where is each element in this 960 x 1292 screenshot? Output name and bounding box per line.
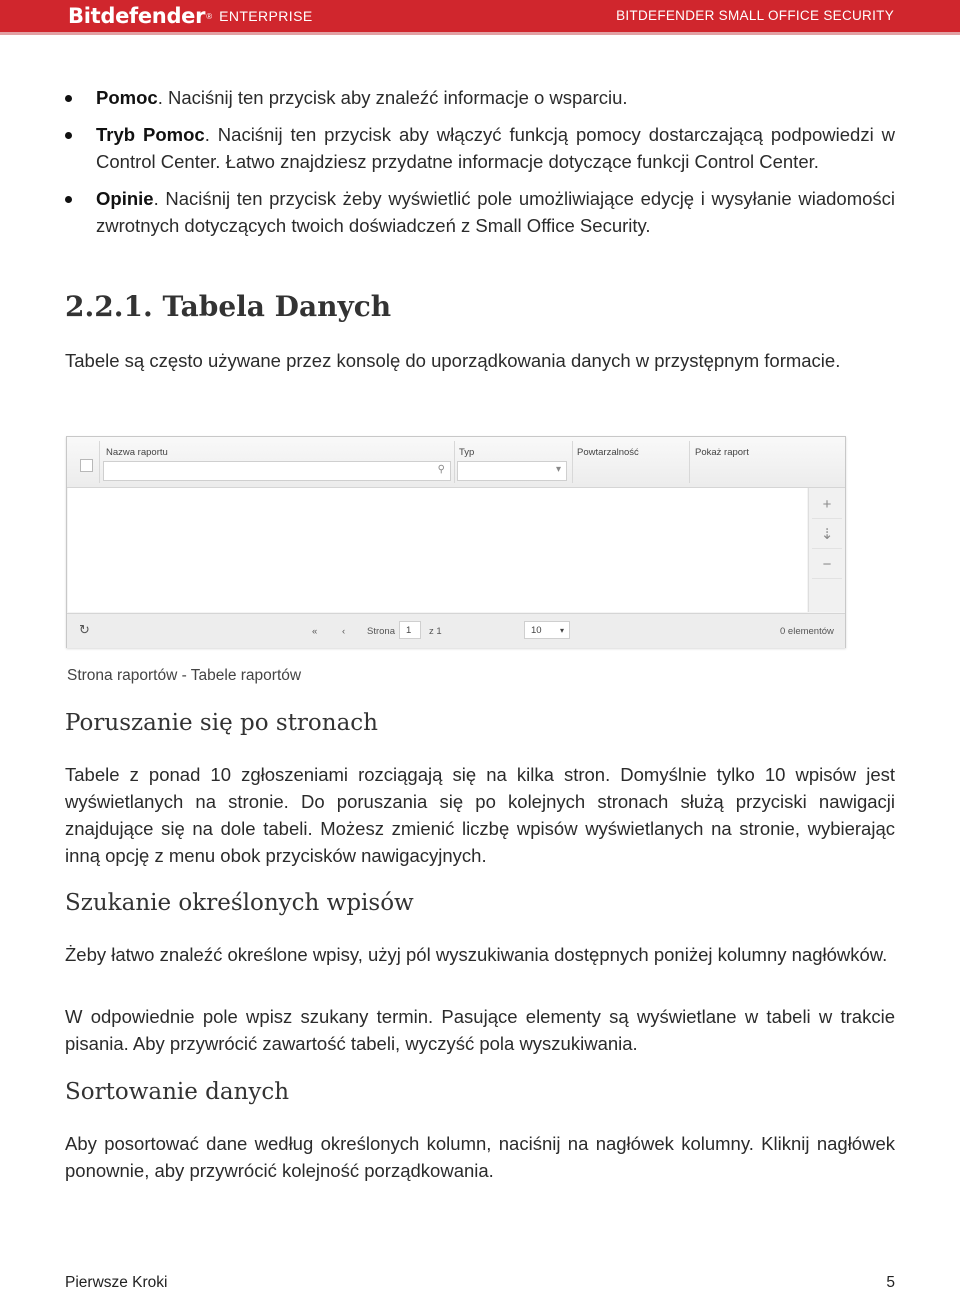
column-header-report-name[interactable]: Nazwa raportu bbox=[106, 447, 168, 458]
bullet-dot-icon bbox=[65, 196, 72, 203]
first-page-icon[interactable]: « bbox=[312, 626, 318, 637]
subsection-title-search: Szukanie określonych wpisów bbox=[65, 890, 414, 916]
refresh-icon[interactable]: ↻ bbox=[79, 622, 90, 637]
bullet-term: Tryb Pomoc bbox=[96, 124, 205, 145]
bullet-dot-icon bbox=[65, 132, 72, 139]
column-header-show-report[interactable]: Pokaż raport bbox=[695, 447, 749, 458]
column-header-recurrence[interactable]: Powtarzalność bbox=[577, 447, 639, 458]
brand-subtitle: ENTERPRISE bbox=[219, 8, 313, 24]
per-page-select[interactable] bbox=[524, 621, 570, 639]
column-divider bbox=[99, 441, 100, 483]
subsection-title-sorting: Sortowanie danych bbox=[65, 1079, 290, 1105]
add-icon[interactable]: + bbox=[812, 490, 842, 519]
item-count: 0 elementów bbox=[780, 626, 834, 637]
bullet-text: . Naciśnij ten przycisk żeby wyświetlić pole umożliwiające edycję i wysyłanie wiadomości zwrotnych dotyczących twoich doświadczeń z Small Office Security. bbox=[96, 188, 895, 236]
figure-caption: Strona raportów - Tabele raportów bbox=[67, 667, 302, 684]
subsection-paragraph: Tabele z ponad 10 zgłoszeniami rozciągają się na kilka stron. Domyślnie tylko 10 wpisów jest wyświetlanych na stronie. Do poruszania się po kolejnych stronach służą przyciski nawigacji znajdujące się na dole tabeli. Możesz zmienić liczbę wpisów wyświetlanych na stronie, wybierając inną opcję z menu obok przycisków nawigacyjnych. bbox=[65, 764, 895, 866]
subsection-paragraph: W odpowiednie pole wpisz szukany termin. Pasujące elementy są wyświetlane w tabeli w trakcie pisania. Aby przywrócić zawartość tabeli, wyczyść pola wyszukiwania. bbox=[65, 1006, 895, 1054]
chevron-down-icon: ▾ bbox=[559, 626, 564, 635]
brand-registered-mark: ® bbox=[206, 11, 213, 21]
column-divider bbox=[572, 441, 573, 483]
brand-logo bbox=[68, 0, 313, 32]
bullet-dot-icon bbox=[65, 95, 72, 102]
footer-chapter: Pierwsze Kroki bbox=[65, 1274, 168, 1291]
subsection-paragraph: Aby posortować dane według określonych kolumn, naciśnij na nagłówek kolumny. Kliknij nagłówek ponownie, aby przywrócić kolejność porządkowania. bbox=[65, 1133, 895, 1181]
bullet-text: . Naciśnij ten przycisk aby znaleźć informacje o wsparciu. bbox=[157, 87, 628, 108]
footer-page-number: 5 bbox=[886, 1274, 895, 1291]
section-intro: Tabele są często używane przez konsolę do uporządkowania danych w przystępnym formacie. bbox=[65, 350, 841, 371]
select-all-checkbox[interactable] bbox=[80, 459, 93, 472]
page-total: z 1 bbox=[429, 626, 442, 637]
bullet-text: . Naciśnij ten przycisk aby włączyć funkcją pomocy dostarczającą podpowiedzi w Control Center. Łatwo znajdziesz przydatne informacje dotyczące funkcji Control Center. bbox=[96, 124, 895, 172]
bullet-term: Opinie bbox=[96, 188, 154, 209]
report-name-search-input[interactable] bbox=[103, 461, 451, 481]
table-header bbox=[67, 437, 845, 488]
feature-bullet-list bbox=[65, 84, 895, 249]
bullet-help-mode bbox=[65, 121, 895, 175]
page-header bbox=[0, 0, 960, 35]
column-divider bbox=[689, 441, 690, 483]
table-body bbox=[68, 488, 807, 612]
per-page-value: 10 bbox=[531, 625, 542, 636]
previous-page-icon[interactable]: ‹ bbox=[342, 626, 346, 637]
section-title: 2.2.1. Tabela Danych bbox=[65, 290, 392, 323]
search-icon: ⚲ bbox=[437, 464, 445, 475]
table-action-sidebar bbox=[808, 488, 845, 612]
download-icon[interactable]: ⇣ bbox=[812, 520, 842, 549]
table-footer bbox=[67, 613, 845, 648]
bullet-help bbox=[65, 84, 895, 111]
remove-icon[interactable]: − bbox=[812, 550, 842, 579]
report-table-screenshot bbox=[66, 436, 846, 648]
column-divider bbox=[454, 441, 455, 483]
type-filter-select[interactable] bbox=[457, 461, 567, 481]
subsection-title-paging: Poruszanie się po stronach bbox=[65, 710, 378, 736]
page-number-input[interactable]: 1 bbox=[399, 621, 421, 639]
bullet-term: Pomoc bbox=[96, 87, 158, 108]
column-header-type[interactable]: Typ bbox=[459, 447, 475, 458]
product-name: BITDEFENDER SMALL OFFICE SECURITY bbox=[616, 8, 894, 23]
bullet-feedback bbox=[65, 185, 895, 239]
brand-name: Bitdefender bbox=[68, 4, 206, 28]
page-label: Strona bbox=[367, 626, 395, 637]
chevron-down-icon: ▾ bbox=[555, 464, 561, 475]
subsection-paragraph: Żeby łatwo znaleźć określone wpisy, użyj pól wyszukiwania dostępnych poniżej kolumny nagłówków. bbox=[65, 944, 888, 965]
